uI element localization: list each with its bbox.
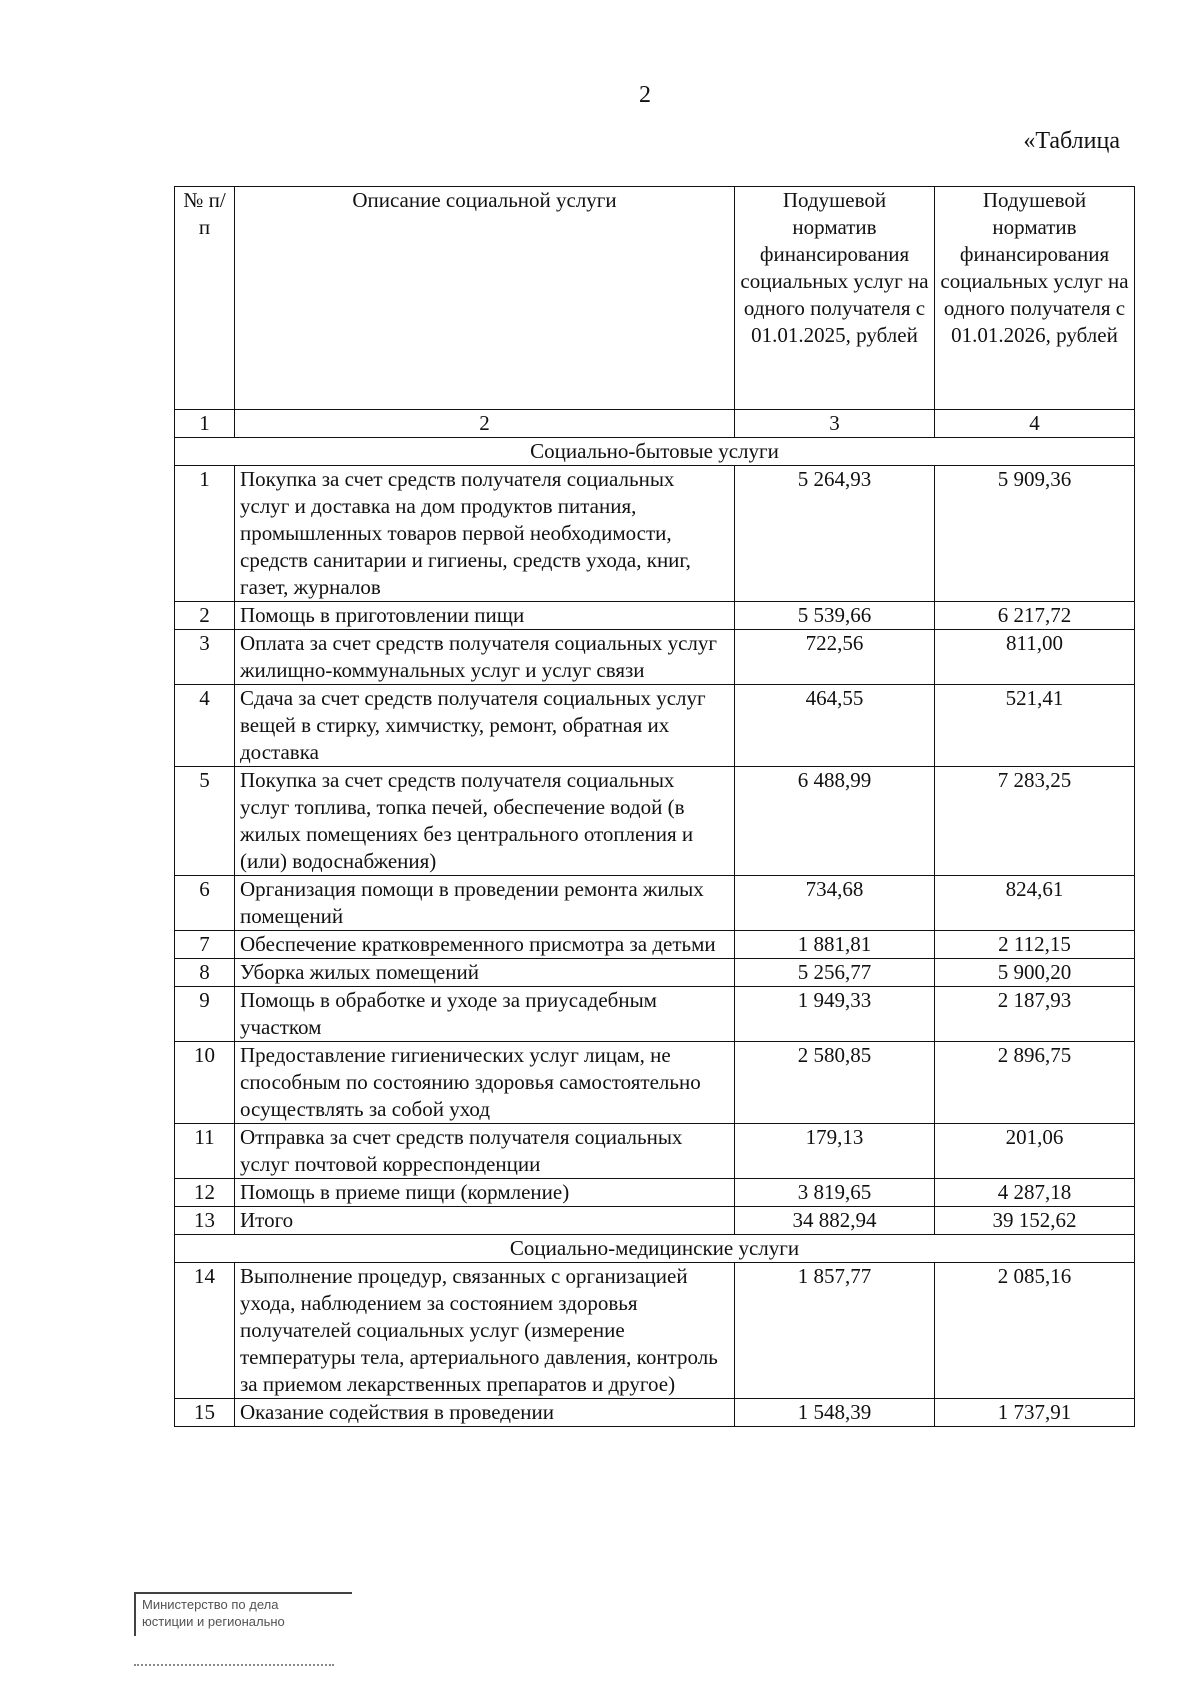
section-title: Социально-медицинские услуги — [175, 1235, 1135, 1263]
table-row — [175, 630, 1135, 685]
header-norm-2026: Подушевой норматив финансирования социальных услуг на одного получателя с 01.01.2026, рублей — [935, 187, 1135, 410]
row-value-2026: 824,61 — [935, 876, 1135, 931]
row-description: Организация помощи в проведении ремонта жилых помещений — [235, 876, 735, 931]
row-description: Уборка жилых помещений — [235, 959, 735, 987]
row-description: Помощь в приеме пищи (кормление) — [235, 1179, 735, 1207]
row-number: 7 — [175, 931, 235, 959]
row-description: Оказание содействия в проведении — [235, 1399, 735, 1427]
header-description: Описание социальной услуги — [235, 187, 735, 410]
table-row — [175, 876, 1135, 931]
row-number: 11 — [175, 1124, 235, 1179]
table-row — [175, 931, 1135, 959]
column-number: 2 — [235, 410, 735, 438]
row-value-2026: 2 896,75 — [935, 1042, 1135, 1124]
row-description: Сдача за счет средств получателя социальных услуг вещей в стирку, химчистку, ремонт, обратная их доставка — [235, 685, 735, 767]
stamp-line-1: Министерство по дела — [142, 1597, 279, 1612]
row-value-2026: 4 287,18 — [935, 1179, 1135, 1207]
row-number: 9 — [175, 987, 235, 1042]
row-description: Предоставление гигиенических услуг лицам, не способным по состоянию здоровья самостоятельно осуществлять за собой уход — [235, 1042, 735, 1124]
table-row — [175, 1042, 1135, 1124]
table-row — [175, 602, 1135, 630]
row-number: 1 — [175, 466, 235, 602]
row-value-2026: 39 152,62 — [935, 1207, 1135, 1235]
row-value-2025: 1 857,77 — [735, 1263, 935, 1399]
row-value-2026: 1 737,91 — [935, 1399, 1135, 1427]
row-description: Отправка за счет средств получателя социальных услуг почтовой корреспонденции — [235, 1124, 735, 1179]
column-numbers-row — [175, 410, 1135, 438]
row-number: 13 — [175, 1207, 235, 1235]
row-value-2025: 5 539,66 — [735, 602, 935, 630]
table-row — [175, 959, 1135, 987]
row-description: Покупка за счет средств получателя социальных услуг и доставка на дом продуктов питания, промышленных товаров первой необходимости, средств санитарии и гигиены, средств ухода, книг, газет, журналов — [235, 466, 735, 602]
row-value-2025: 34 882,94 — [735, 1207, 935, 1235]
row-value-2025: 1 881,81 — [735, 931, 935, 959]
column-number: 4 — [935, 410, 1135, 438]
row-number: 3 — [175, 630, 235, 685]
column-number: 1 — [175, 410, 235, 438]
row-description: Оплата за счет средств получателя социальных услуг жилищно-коммунальных услуг и услуг связи — [235, 630, 735, 685]
table-row — [175, 466, 1135, 602]
row-value-2026: 811,00 — [935, 630, 1135, 685]
table-row — [175, 1124, 1135, 1179]
row-number: 10 — [175, 1042, 235, 1124]
row-value-2025: 6 488,99 — [735, 767, 935, 876]
row-number: 6 — [175, 876, 235, 931]
section-title: Социально-бытовые услуги — [175, 438, 1135, 466]
row-description: Покупка за счет средств получателя социальных услуг топлива, топка печей, обеспечение водой (в жилых помещениях без центрального отопления и (или) водоснабжения) — [235, 767, 735, 876]
ministry-stamp — [134, 1592, 352, 1636]
header-num: № п/п — [175, 187, 235, 410]
table-caption: «Таблица — [1023, 128, 1120, 154]
row-value-2026: 5 909,36 — [935, 466, 1135, 602]
table-row — [175, 987, 1135, 1042]
row-description: Помощь в приготовлении пищи — [235, 602, 735, 630]
table-header-row — [175, 187, 1135, 410]
row-number: 12 — [175, 1179, 235, 1207]
row-description: Обеспечение кратковременного присмотра за детьми — [235, 931, 735, 959]
row-value-2025: 1 949,33 — [735, 987, 935, 1042]
row-value-2026: 2 187,93 — [935, 987, 1135, 1042]
row-value-2026: 6 217,72 — [935, 602, 1135, 630]
row-value-2025: 179,13 — [735, 1124, 935, 1179]
row-value-2026: 2 112,15 — [935, 931, 1135, 959]
row-value-2026: 2 085,16 — [935, 1263, 1135, 1399]
page-number: 2 — [639, 82, 651, 108]
row-number: 2 — [175, 602, 235, 630]
row-description: Выполнение процедур, связанных с организацией ухода, наблюдением за состоянием здоровья получателей социальных услуг (измерение температуры тела, артериального давления, контроль за приемом лекарственных препаратов и другое) — [235, 1263, 735, 1399]
row-number: 14 — [175, 1263, 235, 1399]
row-value-2026: 7 283,25 — [935, 767, 1135, 876]
row-value-2025: 464,55 — [735, 685, 935, 767]
row-number: 4 — [175, 685, 235, 767]
row-value-2026: 521,41 — [935, 685, 1135, 767]
table-row — [175, 1179, 1135, 1207]
row-value-2025: 734,68 — [735, 876, 935, 931]
row-value-2026: 201,06 — [935, 1124, 1135, 1179]
stamp-dotted-line — [134, 1664, 334, 1668]
table-row — [175, 1207, 1135, 1235]
section-row-social-household — [175, 438, 1135, 466]
row-number: 15 — [175, 1399, 235, 1427]
row-value-2025: 5 264,93 — [735, 466, 935, 602]
header-norm-2025: Подушевой норматив финансирования социальных услуг на одного получателя с 01.01.2025, рублей — [735, 187, 935, 410]
table-row — [175, 685, 1135, 767]
table-row — [175, 1399, 1135, 1427]
row-value-2025: 3 819,65 — [735, 1179, 935, 1207]
row-description: Итого — [235, 1207, 735, 1235]
row-value-2025: 1 548,39 — [735, 1399, 935, 1427]
row-value-2025: 2 580,85 — [735, 1042, 935, 1124]
row-number: 8 — [175, 959, 235, 987]
table-row — [175, 1263, 1135, 1399]
section-row-social-medical — [175, 1235, 1135, 1263]
row-description: Помощь в обработке и уходе за приусадебным участком — [235, 987, 735, 1042]
stamp-line-2: юстиции и регионально — [142, 1614, 285, 1629]
table-row — [175, 767, 1135, 876]
column-number: 3 — [735, 410, 935, 438]
row-value-2025: 722,56 — [735, 630, 935, 685]
row-value-2026: 5 900,20 — [935, 959, 1135, 987]
social-services-table — [174, 186, 1135, 1427]
row-value-2025: 5 256,77 — [735, 959, 935, 987]
row-number: 5 — [175, 767, 235, 876]
